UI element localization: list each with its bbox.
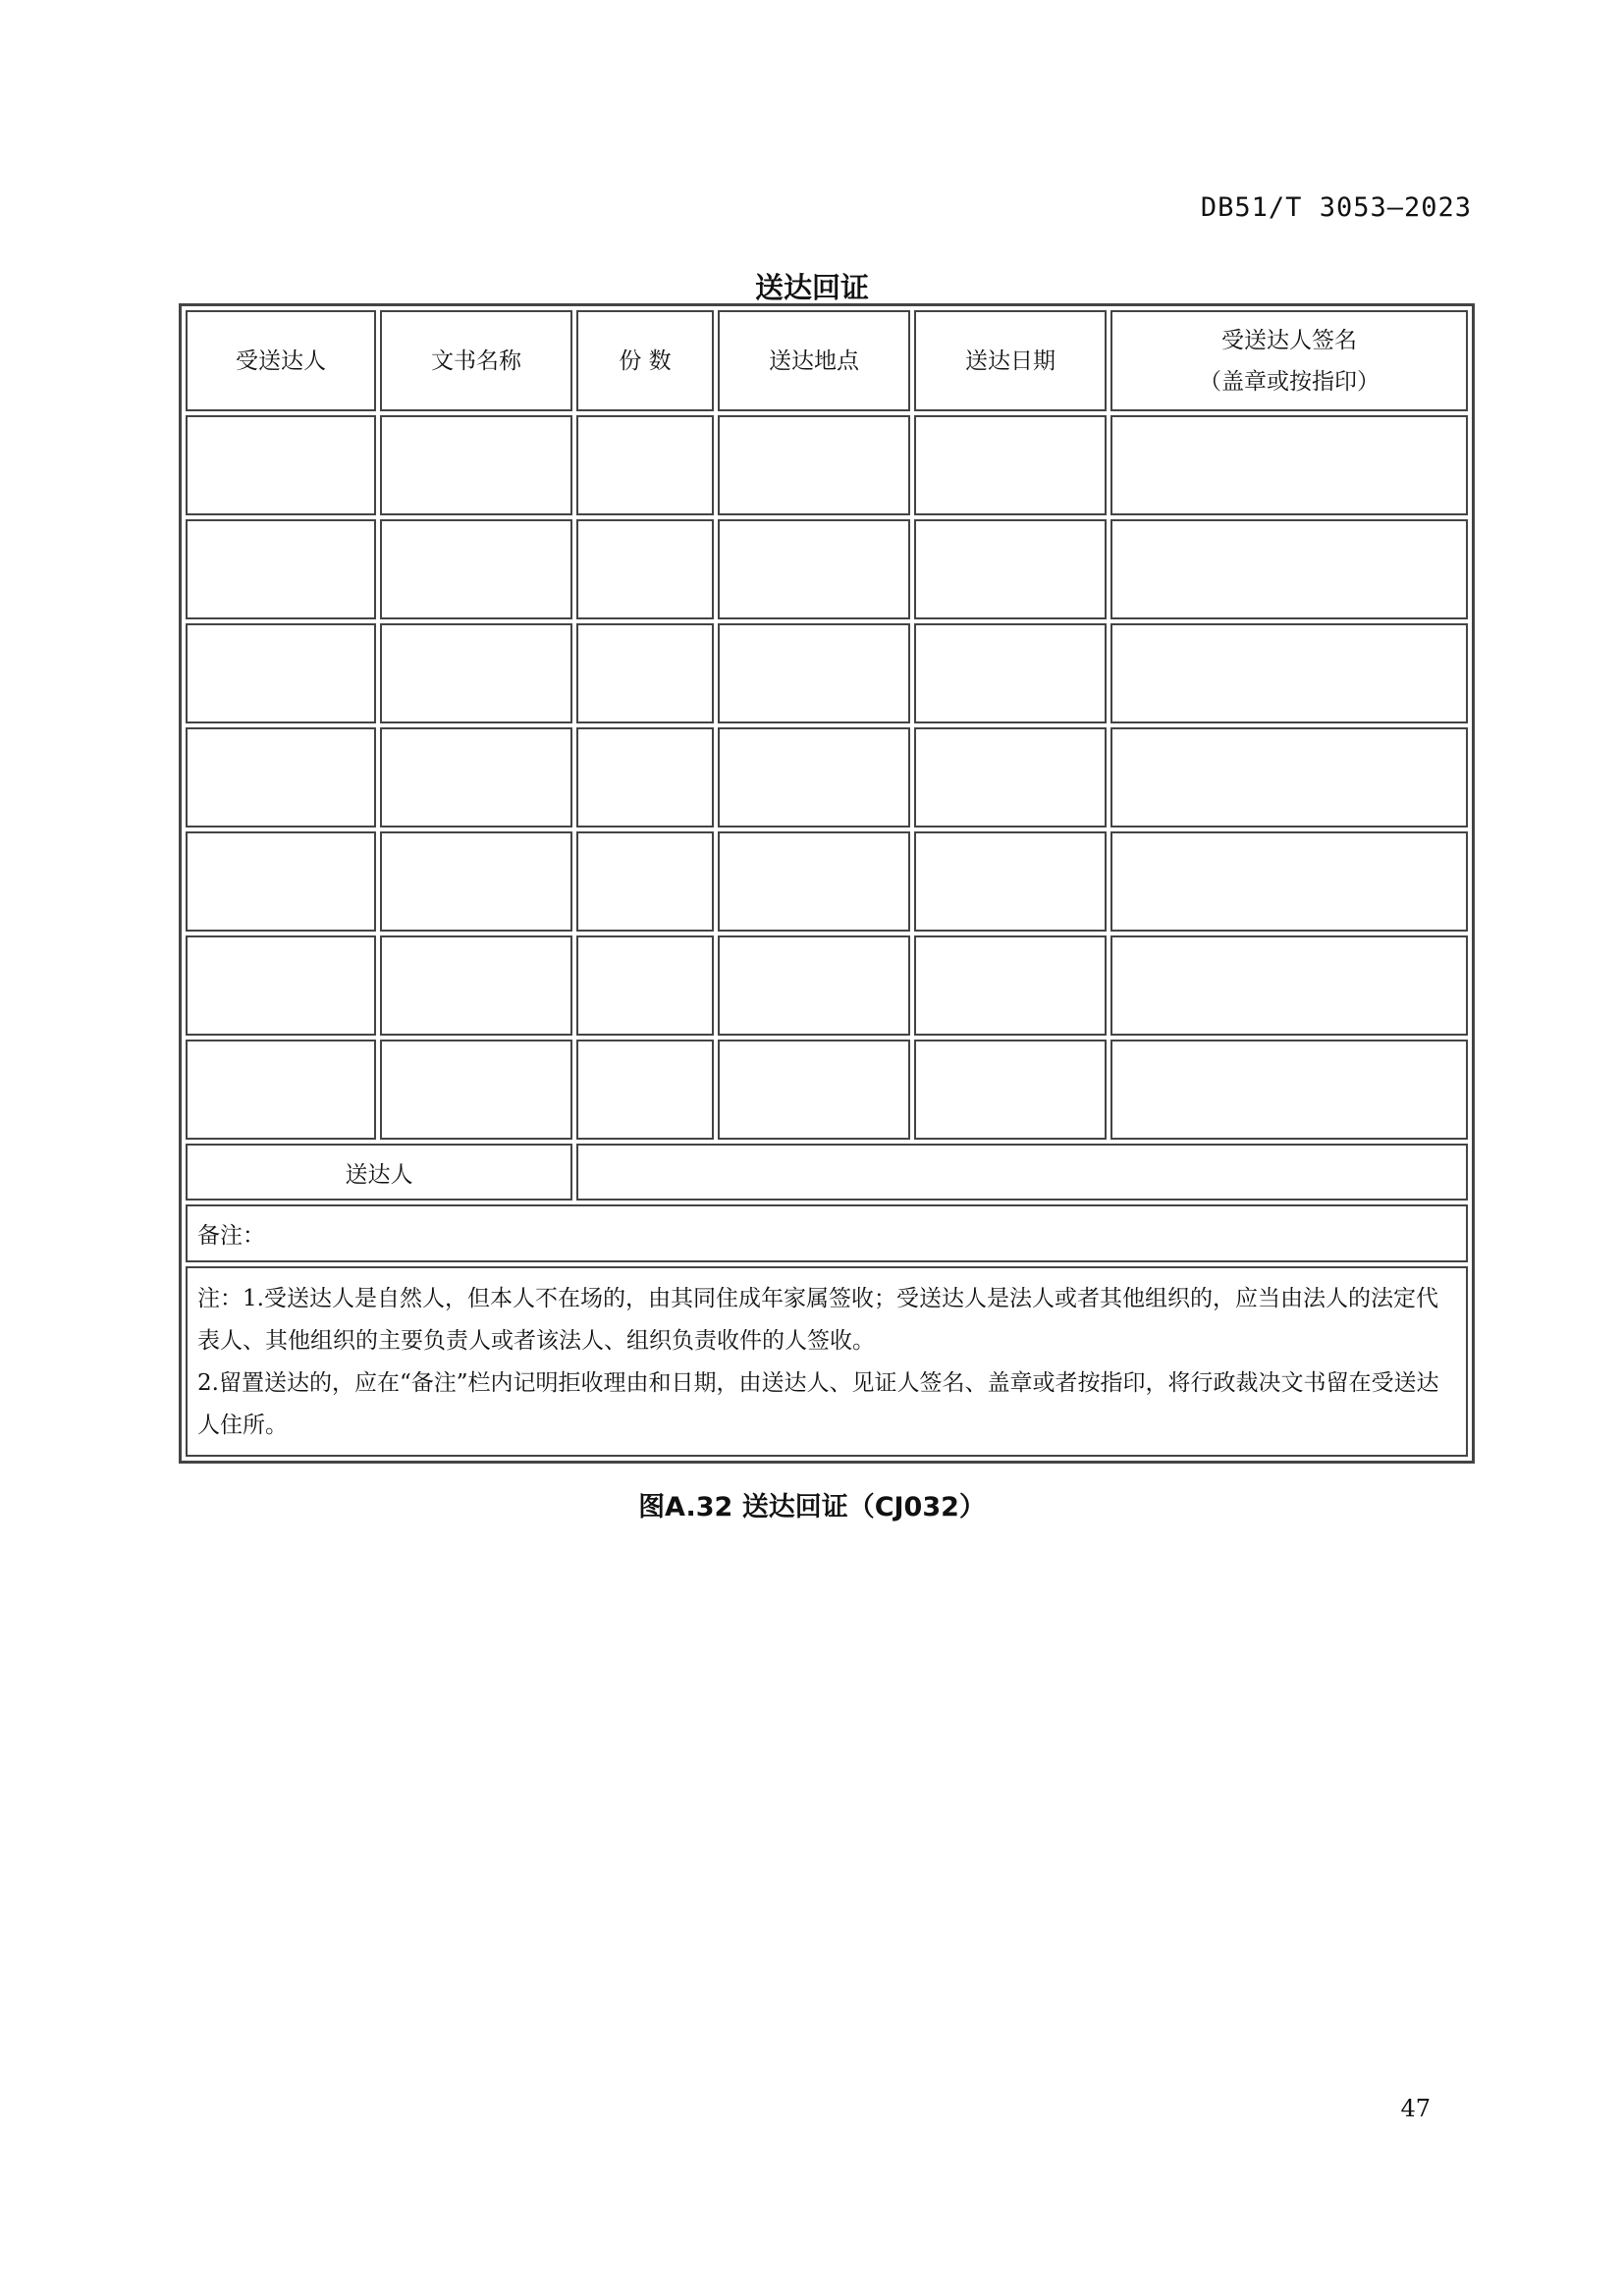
copies-cell[interactable] xyxy=(576,831,714,932)
delivery-receipt-table xyxy=(179,303,1475,1464)
copies-cell[interactable] xyxy=(576,1040,714,1140)
delivery-date-cell[interactable] xyxy=(914,727,1107,828)
table-header-row xyxy=(186,310,1468,411)
col-header-copies: 份 数 xyxy=(576,310,714,411)
signature-cell[interactable] xyxy=(1110,935,1468,1036)
sender-label: 送达人 xyxy=(186,1144,572,1201)
standard-id: DB51/T 3053—2023 xyxy=(1200,192,1472,223)
recipient-cell[interactable] xyxy=(186,935,376,1036)
table-row xyxy=(186,415,1468,515)
sender-row xyxy=(186,1144,1468,1201)
notes-cell xyxy=(186,1266,1468,1457)
recipient-cell[interactable] xyxy=(186,623,376,723)
table-row xyxy=(186,935,1468,1036)
delivery-place-cell[interactable] xyxy=(718,519,910,619)
document-name-cell[interactable] xyxy=(380,415,572,515)
figure-caption: 图A.32 送达回证（CJ032） xyxy=(638,1492,986,1522)
delivery-date-cell[interactable] xyxy=(914,519,1107,619)
signature-header-line1: 受送达人签名 xyxy=(1221,327,1357,353)
signature-cell[interactable] xyxy=(1110,1040,1468,1140)
document-name-cell[interactable] xyxy=(380,727,572,828)
document-name-cell[interactable] xyxy=(380,1040,572,1140)
copies-cell[interactable] xyxy=(576,935,714,1036)
delivery-place-cell[interactable] xyxy=(718,1040,910,1140)
table-row xyxy=(186,519,1468,619)
signature-cell[interactable] xyxy=(1110,519,1468,619)
notes-row xyxy=(186,1266,1468,1457)
delivery-place-cell[interactable] xyxy=(718,831,910,932)
copies-cell[interactable] xyxy=(576,727,714,828)
delivery-place-cell[interactable] xyxy=(718,623,910,723)
document-name-cell[interactable] xyxy=(380,831,572,932)
table-row xyxy=(186,623,1468,723)
signature-cell[interactable] xyxy=(1110,831,1468,932)
delivery-date-cell[interactable] xyxy=(914,623,1107,723)
signature-header-line2: （盖章或按指印） xyxy=(1199,368,1380,395)
remarks-field[interactable] xyxy=(186,1204,1468,1262)
col-header-delivery-place: 送达地点 xyxy=(718,310,910,411)
delivery-date-cell[interactable] xyxy=(914,1040,1107,1140)
signature-cell[interactable] xyxy=(1110,727,1468,828)
signature-cell[interactable] xyxy=(1110,623,1468,723)
form-title: 送达回证 xyxy=(754,271,869,304)
recipient-cell[interactable] xyxy=(186,831,376,932)
recipient-cell[interactable] xyxy=(186,519,376,619)
table-row xyxy=(186,727,1468,828)
sender-field[interactable] xyxy=(576,1144,1468,1201)
note-2: 2.留置送达的，应在“备注”栏内记明拒收理由和日期，由送达人、见证人签名、盖章或者按指印，将行政裁决文书留在受送达人住所。 xyxy=(197,1370,1439,1438)
delivery-place-cell[interactable] xyxy=(718,935,910,1036)
col-header-delivery-date: 送达日期 xyxy=(914,310,1107,411)
col-header-recipient-signature xyxy=(1110,310,1468,411)
delivery-place-cell[interactable] xyxy=(718,415,910,515)
signature-cell[interactable] xyxy=(1110,415,1468,515)
recipient-cell[interactable] xyxy=(186,1040,376,1140)
delivery-date-cell[interactable] xyxy=(914,935,1107,1036)
document-name-cell[interactable] xyxy=(380,935,572,1036)
copies-cell[interactable] xyxy=(576,519,714,619)
copies-cell[interactable] xyxy=(576,623,714,723)
remarks-label: 备注： xyxy=(197,1223,265,1249)
copies-cell[interactable] xyxy=(576,415,714,515)
delivery-date-cell[interactable] xyxy=(914,415,1107,515)
table-row xyxy=(186,1040,1468,1140)
note-1: 注：1.受送达人是自然人，但本人不在场的，由其同住成年家属签收；受送达人是法人或者其他组织的，应当由法人的法定代表人、其他组织的主要负责人或者该法人、组织负责收件的人签收。 xyxy=(197,1286,1438,1354)
remarks-row xyxy=(186,1204,1468,1262)
document-name-cell[interactable] xyxy=(380,623,572,723)
recipient-cell[interactable] xyxy=(186,415,376,515)
table-row xyxy=(186,831,1468,932)
col-header-document-name: 文书名称 xyxy=(380,310,572,411)
delivery-date-cell[interactable] xyxy=(914,831,1107,932)
delivery-place-cell[interactable] xyxy=(718,727,910,828)
recipient-cell[interactable] xyxy=(186,727,376,828)
page-number: 47 xyxy=(1400,2095,1431,2122)
col-header-recipient: 受送达人 xyxy=(186,310,376,411)
document-name-cell[interactable] xyxy=(380,519,572,619)
